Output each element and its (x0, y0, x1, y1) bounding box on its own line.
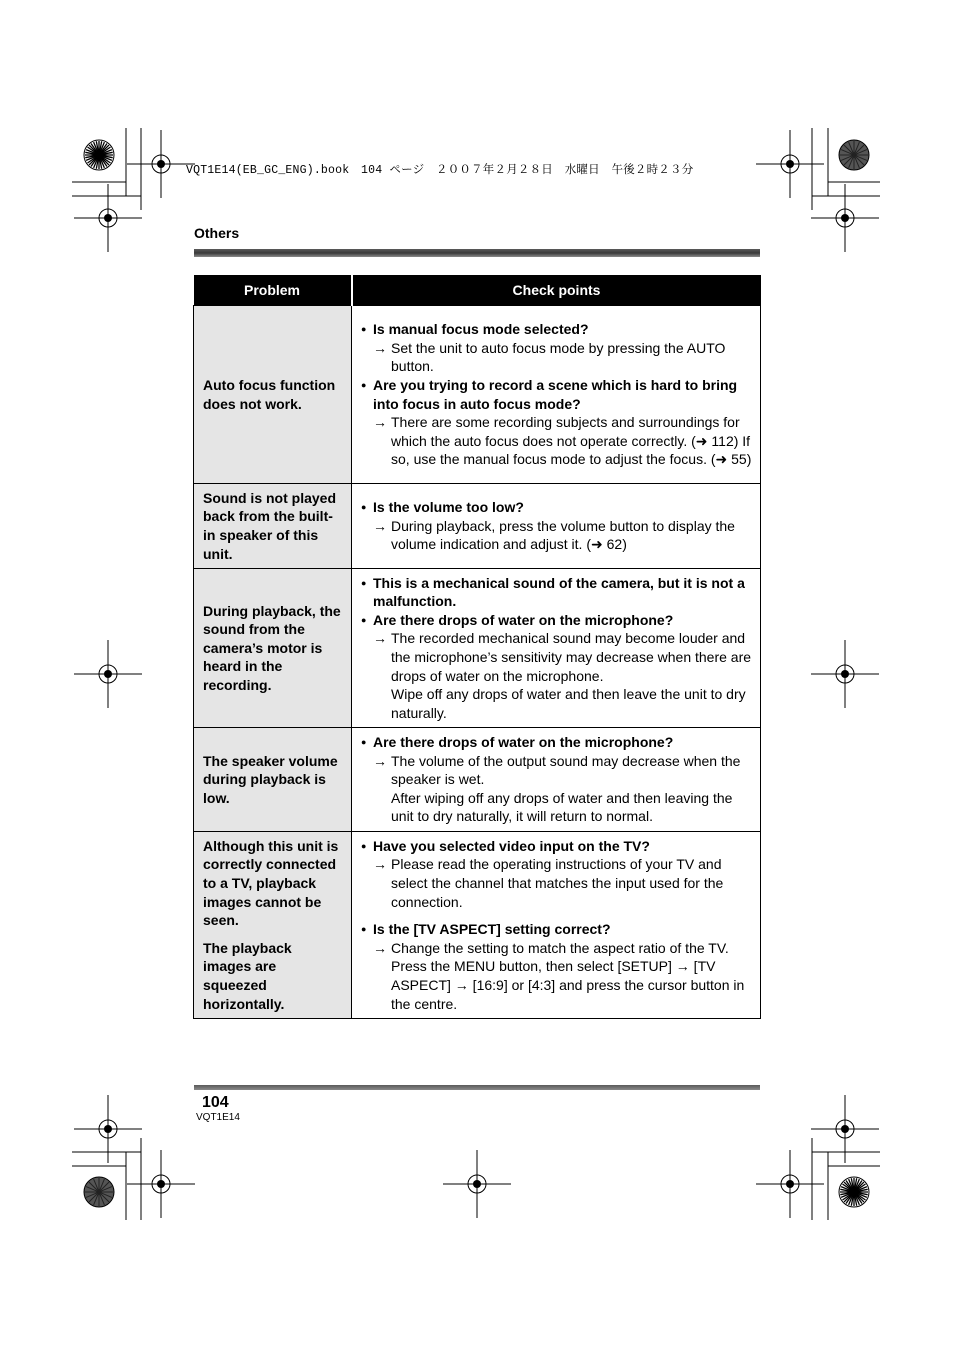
check-answer-continued: Press the MENU button, then select [SETUP] → [TV ASPECT] → [16:9] or [4:3] and press the cursor button in the centre. (391, 958, 745, 1012)
table-row (194, 306, 761, 484)
check-question: ● Is manual focus mode selected? (361, 320, 752, 339)
check-answer: → The recorded mechanical sound may become louder and the microphone’s sensitivity may decrease when there are drops of water on the microphone. (373, 630, 752, 684)
check-question: ● Are there drops of water on the microphone? (361, 611, 752, 630)
table-row (194, 728, 761, 832)
bottom-rule (194, 1085, 760, 1090)
page-number: 104 (202, 1094, 229, 1111)
problem-text: The speaker volume during playback is low. (203, 752, 338, 806)
print-header: VQT1E14(EB_GC_ENG).book 104 ページ ２００７年２月２８日 水曜日 午後２時２３分 (186, 164, 694, 177)
problem-cell (194, 728, 352, 832)
model-code: VQT1E14 (196, 1112, 240, 1123)
check-points-cell (352, 569, 761, 728)
check-answer: → During playback, press the volume button to display the volume indication and adjust it. (➜ 62) (373, 517, 735, 553)
check-points-cell (352, 728, 761, 832)
arrow-icon: → (373, 939, 387, 956)
arrow-icon: → (373, 517, 387, 534)
check-answer: → Set the unit to auto focus mode by pressing the AUTO button. (373, 339, 726, 375)
check-answer-continued: After wiping off any drops of water and then leaving the unit to dry naturally, it will return to normal. (391, 789, 733, 825)
arrow-icon: → (373, 414, 387, 431)
top-rule (194, 249, 760, 257)
check-points-cell (352, 832, 761, 1019)
problem-text: Sound is not played back from the built-in speaker of this unit. (203, 489, 337, 562)
arrow-icon: → (373, 339, 387, 356)
problem-text: Although this unit is correctly connected to a TV, playback images cannot be seen. (203, 837, 339, 929)
check-question: ● Are you trying to record a scene which is hard to bring into focus in auto focus mode? (361, 376, 752, 413)
check-points-cell (352, 306, 761, 484)
table-row (194, 484, 761, 569)
check-answer: → There are some recording subjects and surroundings for which the auto focus does not operate correctly. (➜ 112) If so, use the manual focus mode to adjust the focus. (➜ 55) (373, 414, 752, 468)
arrow-icon: → (373, 630, 387, 647)
check-answer: → The volume of the output sound may decrease when the speaker is wet. (373, 752, 741, 788)
problem-cell (194, 832, 352, 1019)
troubleshooting-table (193, 275, 761, 1019)
problem-text: The playback images are squeezed horizontally. (203, 939, 292, 1012)
check-question: ● Are there drops of water on the microphone? (361, 733, 752, 752)
check-answer: → Please read the operating instructions of your TV and select the channel that matches the input used for the connection. (373, 856, 724, 910)
problem-cell (194, 306, 352, 484)
table-row (194, 569, 761, 728)
check-answer-continued: Wipe off any drops of water and then leave the unit to dry naturally. (391, 686, 746, 721)
table-header-row (194, 275, 761, 306)
table-row (194, 832, 761, 1019)
arrow-icon: → (373, 856, 387, 873)
check-question: ● This is a mechanical sound of the camera, but it is not a malfunction. (361, 574, 752, 611)
check-points-cell (352, 484, 761, 569)
check-answer: → Change the setting to match the aspect ratio of the TV. (373, 939, 729, 956)
problem-text: During playback, the sound from the camera’s motor is heard in the recording. (203, 602, 341, 693)
problem-cell (194, 569, 352, 728)
section-title: Others (194, 225, 240, 241)
header-problem: Problem (194, 275, 352, 306)
check-question: ● Have you selected video input on the TV? (361, 837, 752, 856)
check-question: ● Is the volume too low? (361, 498, 752, 517)
check-question: ● Is the [TV ASPECT] setting correct? (361, 920, 752, 939)
arrow-icon: → (373, 752, 387, 769)
problem-cell (194, 484, 352, 569)
header-check-points: Check points (352, 275, 761, 306)
problem-text: Auto focus function does not work. (203, 376, 336, 412)
